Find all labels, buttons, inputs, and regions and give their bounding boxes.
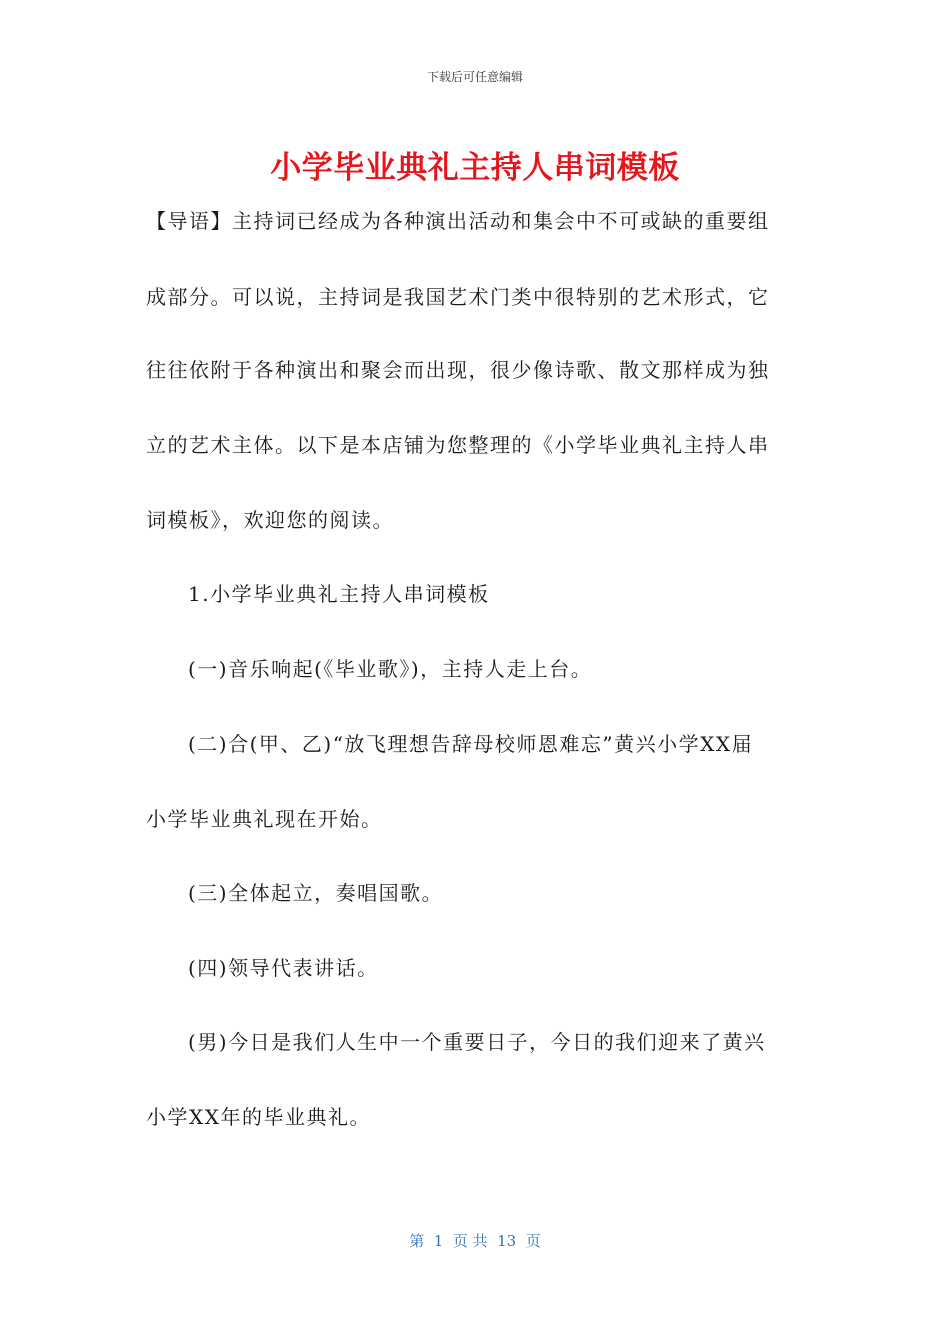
paragraph-line: (三)全体起立，奏唱国歌。 [188,881,444,905]
document-title: 小学毕业典礼主持人串词模板 [270,150,680,186]
paragraph-line: (四)领导代表讲话。 [188,956,379,980]
paragraph-line: 小学XX年的毕业典礼。 [146,1105,371,1129]
paragraph-line: 词模板》，欢迎您的阅读。 [146,508,394,532]
paragraph-line: (二)合(甲、乙)“放飞理想告辞母校师恩难忘”黄兴小学XX届 [188,732,754,756]
page-footer: 第 1 页 共 13 页 [409,1232,541,1250]
section-heading: 1.小学毕业典礼主持人串词模板 [188,582,490,606]
paragraph-line: 立的艺术主体。以下是本店铺为您整理的《小学毕业典礼主持人串 [146,433,770,457]
paragraph-line: 小学毕业典礼现在开始。 [146,807,383,831]
paragraph-line: 成部分。可以说，主持词是我国艺术门类中很特别的艺术形式，它 [146,285,770,309]
page-header: 下载后可任意编辑 [426,70,523,84]
paragraph-line: (男)今日是我们人生中一个重要日子，今日的我们迎来了黄兴 [188,1030,766,1054]
paragraph-line: 往往依附于各种演出和聚会而出现，很少像诗歌、散文那样成为独 [146,358,770,382]
paragraph-line: 【导语】主持词已经成为各种演出活动和集会中不可或缺的重要组 [146,209,770,233]
paragraph-line: (一)音乐响起(《毕业歌》)，主持人走上台。 [188,657,593,681]
